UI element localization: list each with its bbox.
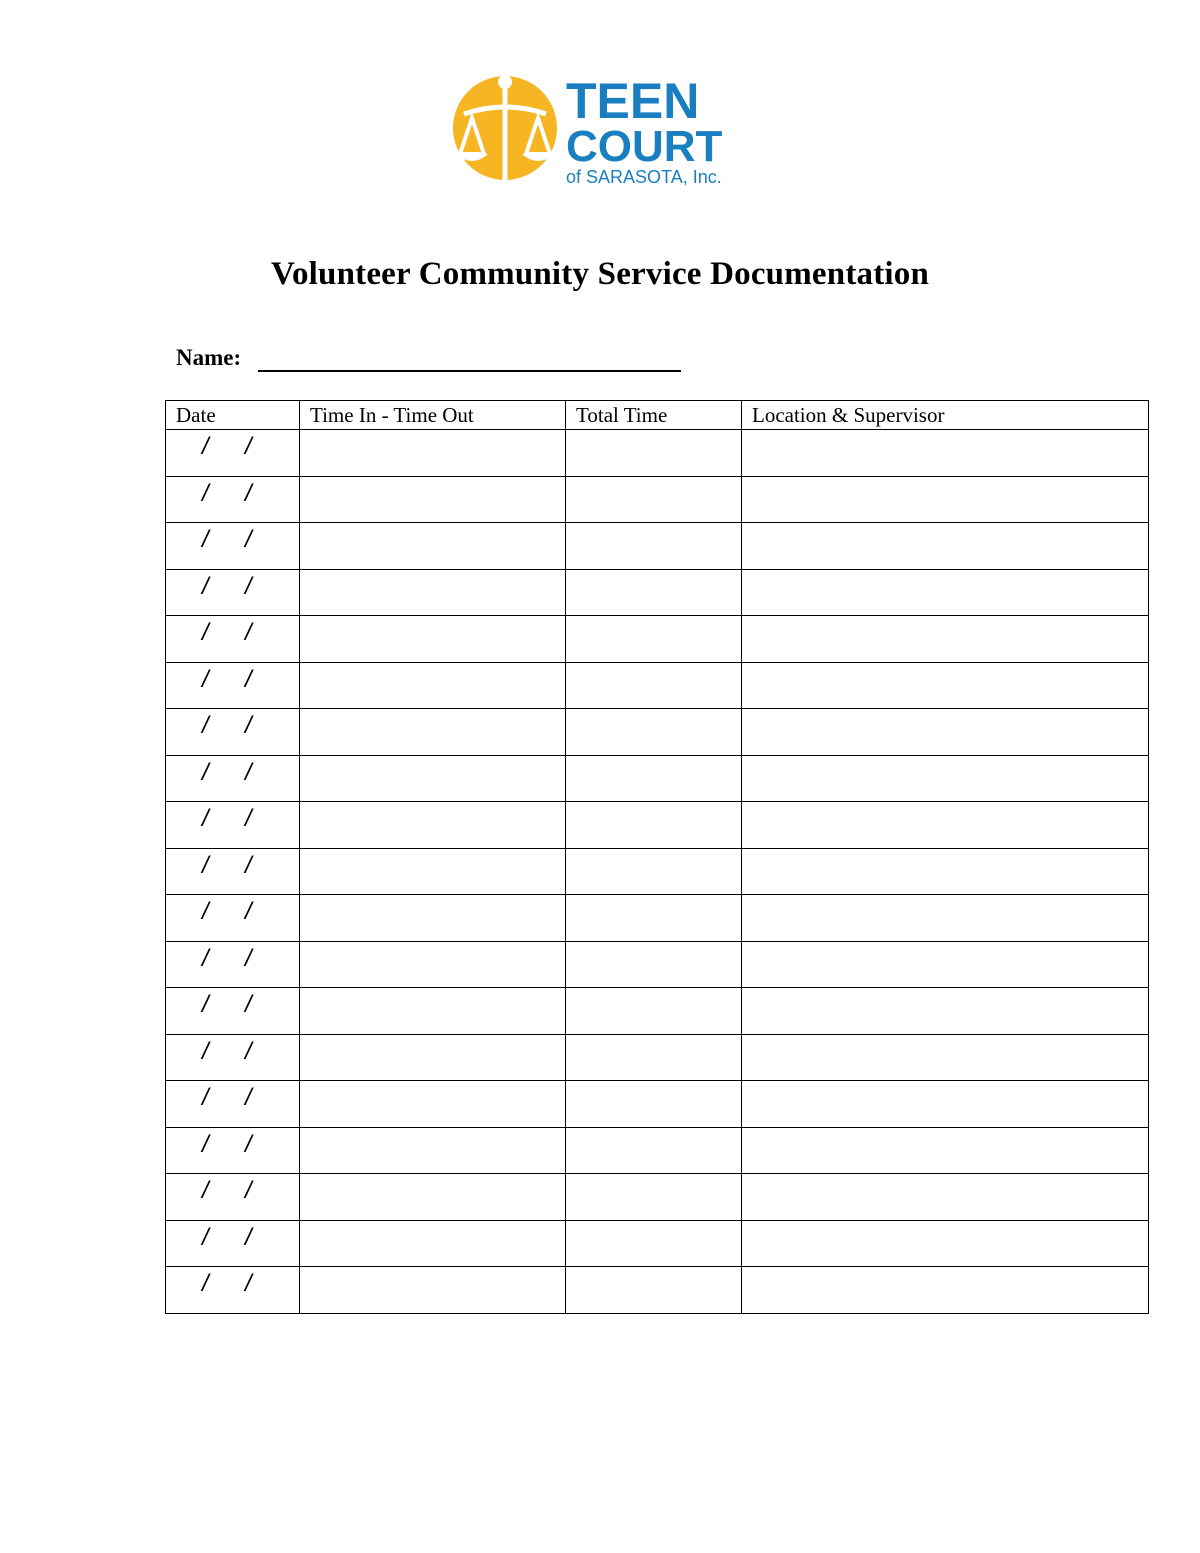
date-separator: / (245, 526, 252, 553)
date-separator: / (202, 805, 209, 832)
date-separator: / (245, 712, 252, 739)
date-separator: / (245, 758, 252, 786)
total-time-cell[interactable] (566, 1220, 742, 1267)
time-in-out-cell[interactable] (300, 988, 566, 1035)
total-time-cell[interactable] (566, 616, 742, 663)
time-in-out-cell[interactable] (300, 1220, 566, 1267)
time-in-out-cell[interactable] (300, 848, 566, 895)
date-cell[interactable] (166, 616, 300, 663)
date-cell[interactable] (166, 895, 300, 942)
table-row (166, 755, 1149, 802)
date-separator: / (202, 944, 209, 972)
location-supervisor-cell[interactable] (742, 430, 1149, 477)
date-cell[interactable] (166, 848, 300, 895)
table-row (166, 1127, 1149, 1174)
table-row (166, 988, 1149, 1035)
location-supervisor-cell[interactable] (742, 1174, 1149, 1221)
date-cell[interactable] (166, 569, 300, 616)
table-row (166, 430, 1149, 477)
scales-of-justice-icon (453, 75, 557, 182)
total-time-cell[interactable] (566, 476, 742, 523)
date-separator: / (245, 991, 252, 1018)
time-in-out-cell[interactable] (300, 1034, 566, 1081)
table-row (166, 1081, 1149, 1128)
location-supervisor-cell[interactable] (742, 523, 1149, 570)
teen-court-logo (450, 72, 750, 192)
date-separator: / (202, 712, 209, 739)
time-in-out-cell[interactable] (300, 1127, 566, 1174)
date-cell[interactable] (166, 430, 300, 477)
table-row (166, 1034, 1149, 1081)
time-in-out-cell[interactable] (300, 662, 566, 709)
location-supervisor-cell[interactable] (742, 1034, 1149, 1081)
total-time-cell[interactable] (566, 430, 742, 477)
time-in-out-cell[interactable] (300, 523, 566, 570)
date-separator: / (202, 1084, 209, 1111)
total-time-cell[interactable] (566, 1127, 742, 1174)
table-row (166, 1220, 1149, 1267)
time-in-out-cell[interactable] (300, 1081, 566, 1128)
date-separator: / (202, 758, 209, 786)
name-field (176, 338, 681, 372)
table-row (166, 569, 1149, 616)
time-in-out-cell[interactable] (300, 616, 566, 663)
location-supervisor-cell[interactable] (742, 988, 1149, 1035)
name-input-line[interactable] (258, 370, 681, 372)
date-separator: / (245, 479, 252, 507)
page-title: Volunteer Community Service Documentation (270, 256, 930, 292)
column-header-date: Date (166, 401, 300, 430)
date-separator: / (245, 851, 252, 879)
table-row (166, 616, 1149, 663)
date-separator: / (202, 1130, 209, 1158)
column-header-total-time: Total Time (566, 401, 742, 430)
time-in-out-cell[interactable] (300, 476, 566, 523)
date-cell[interactable] (166, 1034, 300, 1081)
date-cell[interactable] (166, 476, 300, 523)
total-time-cell[interactable] (566, 895, 742, 942)
date-separator: / (245, 1177, 252, 1204)
column-header-location-supervisor: Location & Supervisor (742, 401, 1149, 430)
table-row (166, 523, 1149, 570)
date-separator: / (202, 1037, 209, 1065)
time-in-out-cell[interactable] (300, 755, 566, 802)
table-row (166, 941, 1149, 988)
location-supervisor-cell[interactable] (742, 616, 1149, 663)
time-in-out-cell[interactable] (300, 941, 566, 988)
name-label: Name: (176, 345, 242, 370)
table-row (166, 802, 1149, 849)
date-separator: / (245, 805, 252, 832)
date-separator: / (202, 851, 209, 879)
date-separator: / (245, 433, 252, 460)
total-time-cell[interactable] (566, 941, 742, 988)
date-separator: / (245, 619, 252, 646)
date-cell[interactable] (166, 1127, 300, 1174)
time-in-out-cell[interactable] (300, 569, 566, 616)
time-in-out-cell[interactable] (300, 802, 566, 849)
table-row (166, 1267, 1149, 1314)
date-cell[interactable] (166, 1174, 300, 1221)
table-row (166, 1174, 1149, 1221)
table-row (166, 476, 1149, 523)
date-separator: / (245, 1084, 252, 1111)
total-time-cell[interactable] (566, 1081, 742, 1128)
total-time-cell[interactable] (566, 569, 742, 616)
date-separator: / (202, 898, 209, 925)
total-time-cell[interactable] (566, 848, 742, 895)
total-time-cell[interactable] (566, 802, 742, 849)
table-header-row (166, 401, 1149, 430)
date-cell[interactable] (166, 662, 300, 709)
location-supervisor-cell[interactable] (742, 895, 1149, 942)
location-supervisor-cell[interactable] (742, 476, 1149, 523)
total-time-cell[interactable] (566, 523, 742, 570)
date-separator: / (245, 665, 252, 693)
service-log-table (165, 400, 1149, 1314)
date-cell[interactable] (166, 1267, 300, 1314)
date-cell[interactable] (166, 1220, 300, 1267)
time-in-out-cell[interactable] (300, 895, 566, 942)
date-cell[interactable] (166, 709, 300, 756)
date-separator: / (202, 1223, 209, 1251)
date-separator: / (245, 1130, 252, 1158)
date-separator: / (202, 1270, 209, 1297)
date-cell[interactable] (166, 1081, 300, 1128)
time-in-out-cell[interactable] (300, 1174, 566, 1221)
date-cell[interactable] (166, 755, 300, 802)
location-supervisor-cell[interactable] (742, 802, 1149, 849)
time-in-out-cell[interactable] (300, 430, 566, 477)
column-header-time-in-out: Time In - Time Out (300, 401, 566, 430)
location-supervisor-cell[interactable] (742, 848, 1149, 895)
logo-line-court: COURT (566, 122, 723, 171)
date-separator: / (202, 1177, 209, 1204)
total-time-cell[interactable] (566, 662, 742, 709)
table-row (166, 662, 1149, 709)
total-time-cell[interactable] (566, 1267, 742, 1314)
total-time-cell[interactable] (566, 1174, 742, 1221)
date-separator: / (245, 898, 252, 925)
logo-line-teen: TEEN (566, 73, 700, 129)
location-supervisor-cell[interactable] (742, 569, 1149, 616)
table-row (166, 709, 1149, 756)
time-in-out-cell[interactable] (300, 709, 566, 756)
date-separator: / (202, 526, 209, 553)
date-cell[interactable] (166, 523, 300, 570)
date-separator: / (202, 479, 209, 507)
date-separator: / (245, 1223, 252, 1251)
time-in-out-cell[interactable] (300, 1267, 566, 1314)
total-time-cell[interactable] (566, 1034, 742, 1081)
date-separator: / (245, 1037, 252, 1065)
location-supervisor-cell[interactable] (742, 1267, 1149, 1314)
location-supervisor-cell[interactable] (742, 941, 1149, 988)
date-cell[interactable] (166, 802, 300, 849)
date-separator: / (245, 944, 252, 972)
date-separator: / (202, 619, 209, 646)
location-supervisor-cell[interactable] (742, 709, 1149, 756)
date-cell[interactable] (166, 988, 300, 1035)
date-separator: / (202, 991, 209, 1018)
date-separator: / (245, 572, 252, 600)
logo-line-sarasota: of SARASOTA, Inc. (566, 167, 722, 187)
total-time-cell[interactable] (566, 755, 742, 802)
location-supervisor-cell[interactable] (742, 1081, 1149, 1128)
location-supervisor-cell[interactable] (742, 1127, 1149, 1174)
date-separator: / (202, 433, 209, 460)
date-cell[interactable] (166, 941, 300, 988)
total-time-cell[interactable] (566, 988, 742, 1035)
date-separator: / (202, 665, 209, 693)
total-time-cell[interactable] (566, 709, 742, 756)
date-separator: / (245, 1270, 252, 1297)
date-separator: / (202, 572, 209, 600)
table-row (166, 848, 1149, 895)
location-supervisor-cell[interactable] (742, 662, 1149, 709)
location-supervisor-cell[interactable] (742, 1220, 1149, 1267)
table-row (166, 895, 1149, 942)
location-supervisor-cell[interactable] (742, 755, 1149, 802)
